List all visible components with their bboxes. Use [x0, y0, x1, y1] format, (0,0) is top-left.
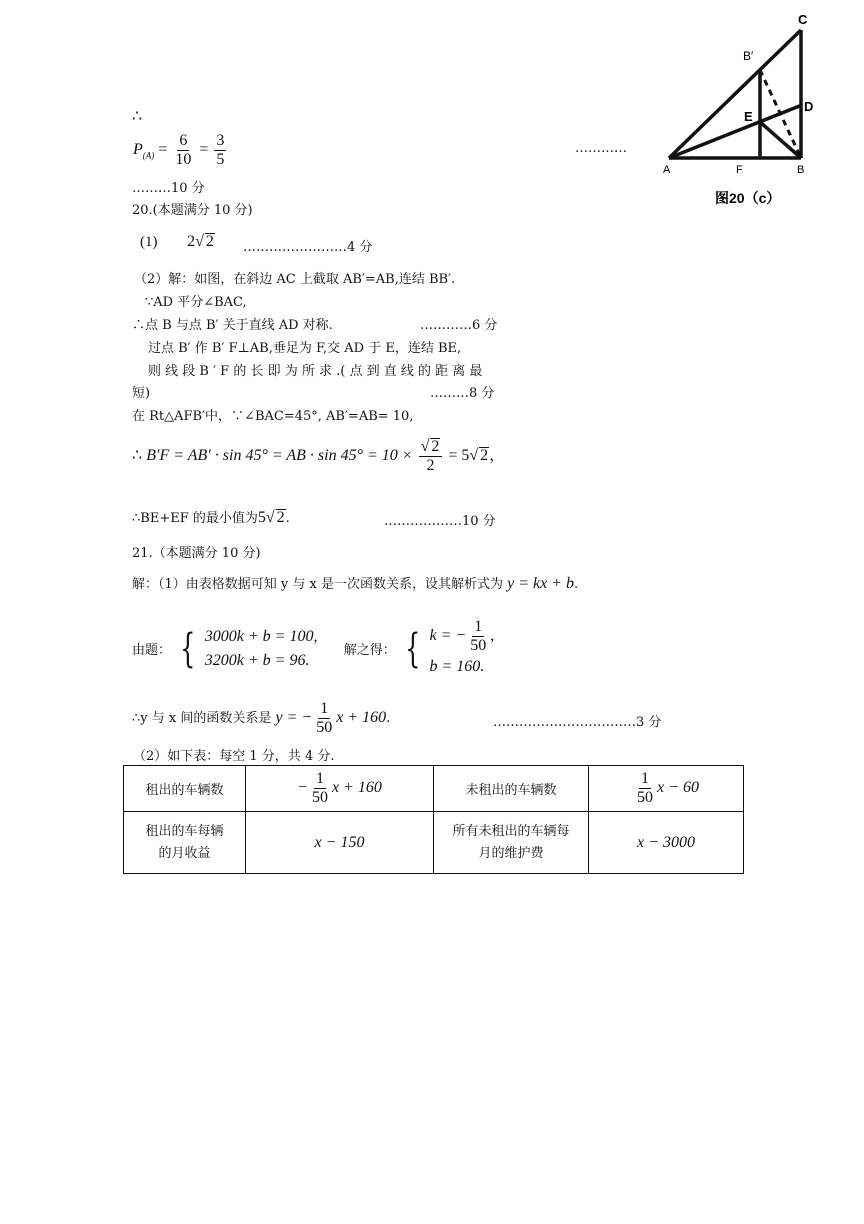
label-F: F [736, 164, 743, 176]
q20-part1-score: ……………………4 分 [243, 240, 373, 255]
table-cell: − $\frac{1}{50}$ x + 160 [246, 766, 434, 812]
q20-line7: 在 Rt△AFB′中，∵∠BAC=45°, AB′=AB= 10, [132, 409, 414, 424]
q21-result: ∴y 与 x 间的函数关系是 y = − $\frac{1}{50}$ x + 160. [132, 700, 391, 736]
table-cell: 所有未租出的车辆每 月的维护费 [434, 812, 589, 874]
answer-table [123, 765, 744, 874]
table-cell: x − 150 [246, 812, 434, 874]
q21-part2: （2）如下表：每空 1 分，共 4 分. [133, 749, 335, 764]
q20-line1: （2）解：如图，在斜边 AC 上截取 AB′=AB,连结 BB′. [134, 272, 456, 287]
q20-line6: 短) [132, 386, 151, 401]
segment-EB [760, 122, 801, 158]
therefore-symbol: ∴ [132, 106, 143, 125]
table-row [124, 812, 744, 874]
q20-header: 20.(本题满分 10 分) [132, 203, 253, 218]
q20-line3-score: …………6 分 [420, 318, 498, 333]
q20-line5: 则 线 段 B ′ F 的 长 即 为 所 求 .( 点 到 直 线 的 距 离 最 [148, 364, 483, 379]
label-B: B [797, 164, 805, 176]
label-A: A [663, 164, 671, 176]
q20-line4: 过点 B′ 作 B′ F⊥AB,垂足为 F,交 AD 于 E，连结 BE, [148, 341, 462, 356]
table-row [124, 766, 744, 812]
q20-part1: (1) 2√ 2 [140, 233, 214, 250]
label-Bprime: B′ [743, 49, 754, 63]
figure-caption: 图20（c） [715, 190, 781, 206]
probability-formula: $P_{(A)}$ = $\frac{6}{10}$ = $\frac{3}{5}$ [133, 132, 225, 168]
table-cell: $\frac{1}{50}$ x − 60 [589, 766, 744, 812]
q20-line2: ∵AD 平分∠BAC, [145, 295, 247, 310]
q20-calculation: ∴ B′F = AB′ · sin 45° = AB · sin 45° = 10 × $\frac{√ 2}{2}$ = 5√ 2， [132, 438, 506, 474]
table-cell: 未租出的车辆数 [434, 766, 589, 812]
q21-system: 由题： { 3000k + b = 100, 3200k + b = 96. 解之得： { k = − $\frac{1}{50}$ , b = 160. [132, 618, 495, 675]
q20-minimum: ∴BE+EF 的最小值为5√ 2. [132, 509, 290, 526]
table-cell: x − 3000 [589, 812, 744, 874]
score-line-q19: ………10 分 [132, 181, 205, 196]
q21-result-score: ……………………………3 分 [493, 715, 662, 730]
q20-line3: ∴点 B 与点 B′ 关于直线 AD 对称. [132, 318, 333, 333]
label-E: E [744, 109, 753, 124]
score-dots-q19: ………… [575, 141, 627, 156]
geometry-figure [660, 8, 820, 213]
label-D: D [804, 99, 814, 114]
q21-header: 21.（本题满分 10 分) [132, 546, 261, 561]
q20-minimum-score: ………………10 分 [384, 514, 496, 529]
table-cell: 租出的车每辆 的月收益 [124, 812, 246, 874]
segment-AD [669, 105, 802, 158]
table-cell: 租出的车辆数 [124, 766, 246, 812]
q20-line6-score: ………8 分 [430, 386, 495, 401]
label-C: C [798, 12, 808, 27]
q21-part1: 解：（1）由表格数据可知 y 与 x 是一次函数关系，设其解析式为 y = kx + b. [132, 575, 579, 592]
segment-BpB-dashed [760, 70, 801, 158]
